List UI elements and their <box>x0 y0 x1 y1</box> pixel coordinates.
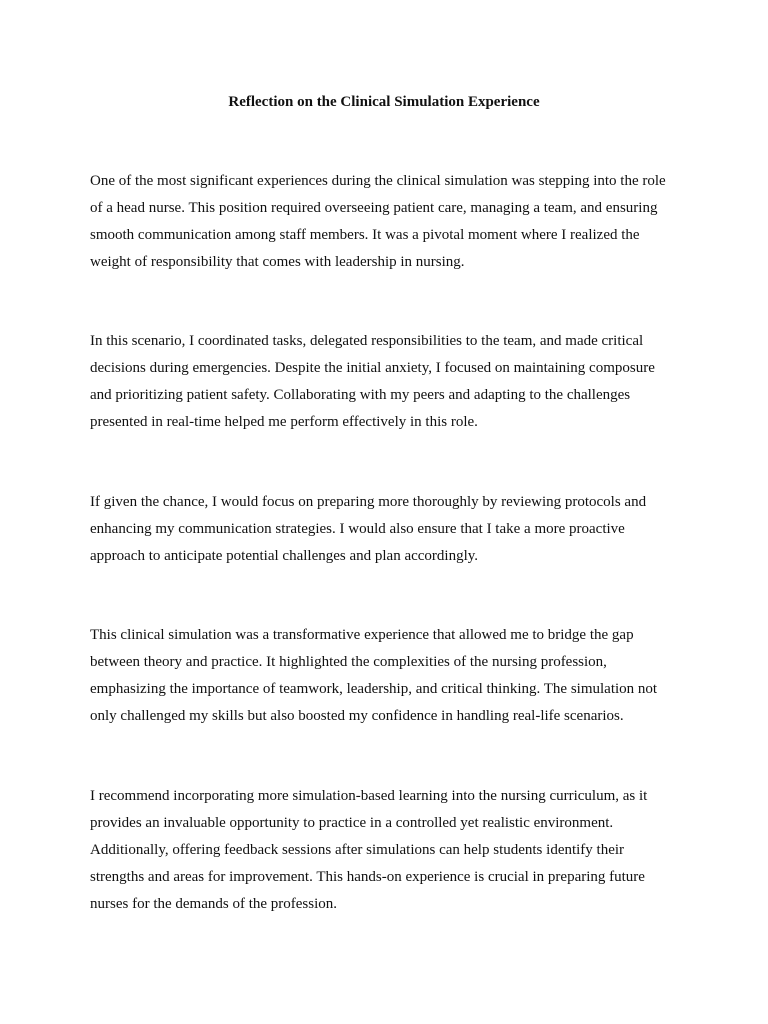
paragraph-line: If given the chance, I would focus on preparing more thoroughly by reviewing protocols and <box>90 494 647 510</box>
paragraph-transformative <box>90 622 680 730</box>
paragraph-line: approach to anticipate potential challenges and plan accordingly. <box>90 548 479 564</box>
paragraph-improvement <box>90 489 680 570</box>
paragraph-line: weight of responsibility that comes with leadership in nursing. <box>90 254 465 270</box>
paragraph-line: I recommend incorporating more simulation-based learning into the nursing curriculum, as it <box>90 788 648 804</box>
paragraph-line: between theory and practice. It highlighted the complexities of the nursing profession, <box>90 654 607 670</box>
paragraph-line: presented in real-time helped me perform effectively in this role. <box>90 414 478 430</box>
paragraph-line: strengths and areas for improvement. This hands-on experience is crucial in preparing future <box>90 869 645 885</box>
paragraph-recommendation <box>90 783 680 918</box>
paragraph-line: provides an invaluable opportunity to practice in a controlled yet realistic environment. <box>90 815 614 831</box>
paragraph-line: nurses for the demands of the profession. <box>90 896 338 912</box>
paragraph-line: emphasizing the importance of teamwork, leadership, and critical thinking. The simulation not <box>90 681 658 697</box>
paragraph-line: One of the most significant experiences during the clinical simulation was stepping into the role <box>90 173 666 189</box>
paragraph-line: This clinical simulation was a transformative experience that allowed me to bridge the gap <box>90 627 634 643</box>
paragraph-line: only challenged my skills but also boosted my confidence in handling real-life scenarios. <box>90 708 624 724</box>
paragraph-line: smooth communication among staff members. It was a pivotal moment where I realized the <box>90 227 640 243</box>
paragraph-line: and prioritizing patient safety. Collaborating with my peers and adapting to the challenges <box>90 387 631 403</box>
paragraph-line: of a head nurse. This position required overseeing patient care, managing a team, and ensuring <box>90 200 658 216</box>
paragraph-scenario <box>90 328 680 436</box>
document-title: Reflection on the Clinical Simulation Experience <box>228 94 540 110</box>
paragraph-line: enhancing my communication strategies. I would also ensure that I take a more proactive <box>90 521 625 537</box>
paragraph-line: Additionally, offering feedback sessions after simulations can help students identify their <box>90 842 625 858</box>
paragraph-line: In this scenario, I coordinated tasks, delegated responsibilities to the team, and made critical <box>90 333 644 349</box>
paragraph-leadership-role <box>90 168 680 276</box>
paragraph-line: decisions during emergencies. Despite the initial anxiety, I focused on maintaining composure <box>90 360 655 376</box>
